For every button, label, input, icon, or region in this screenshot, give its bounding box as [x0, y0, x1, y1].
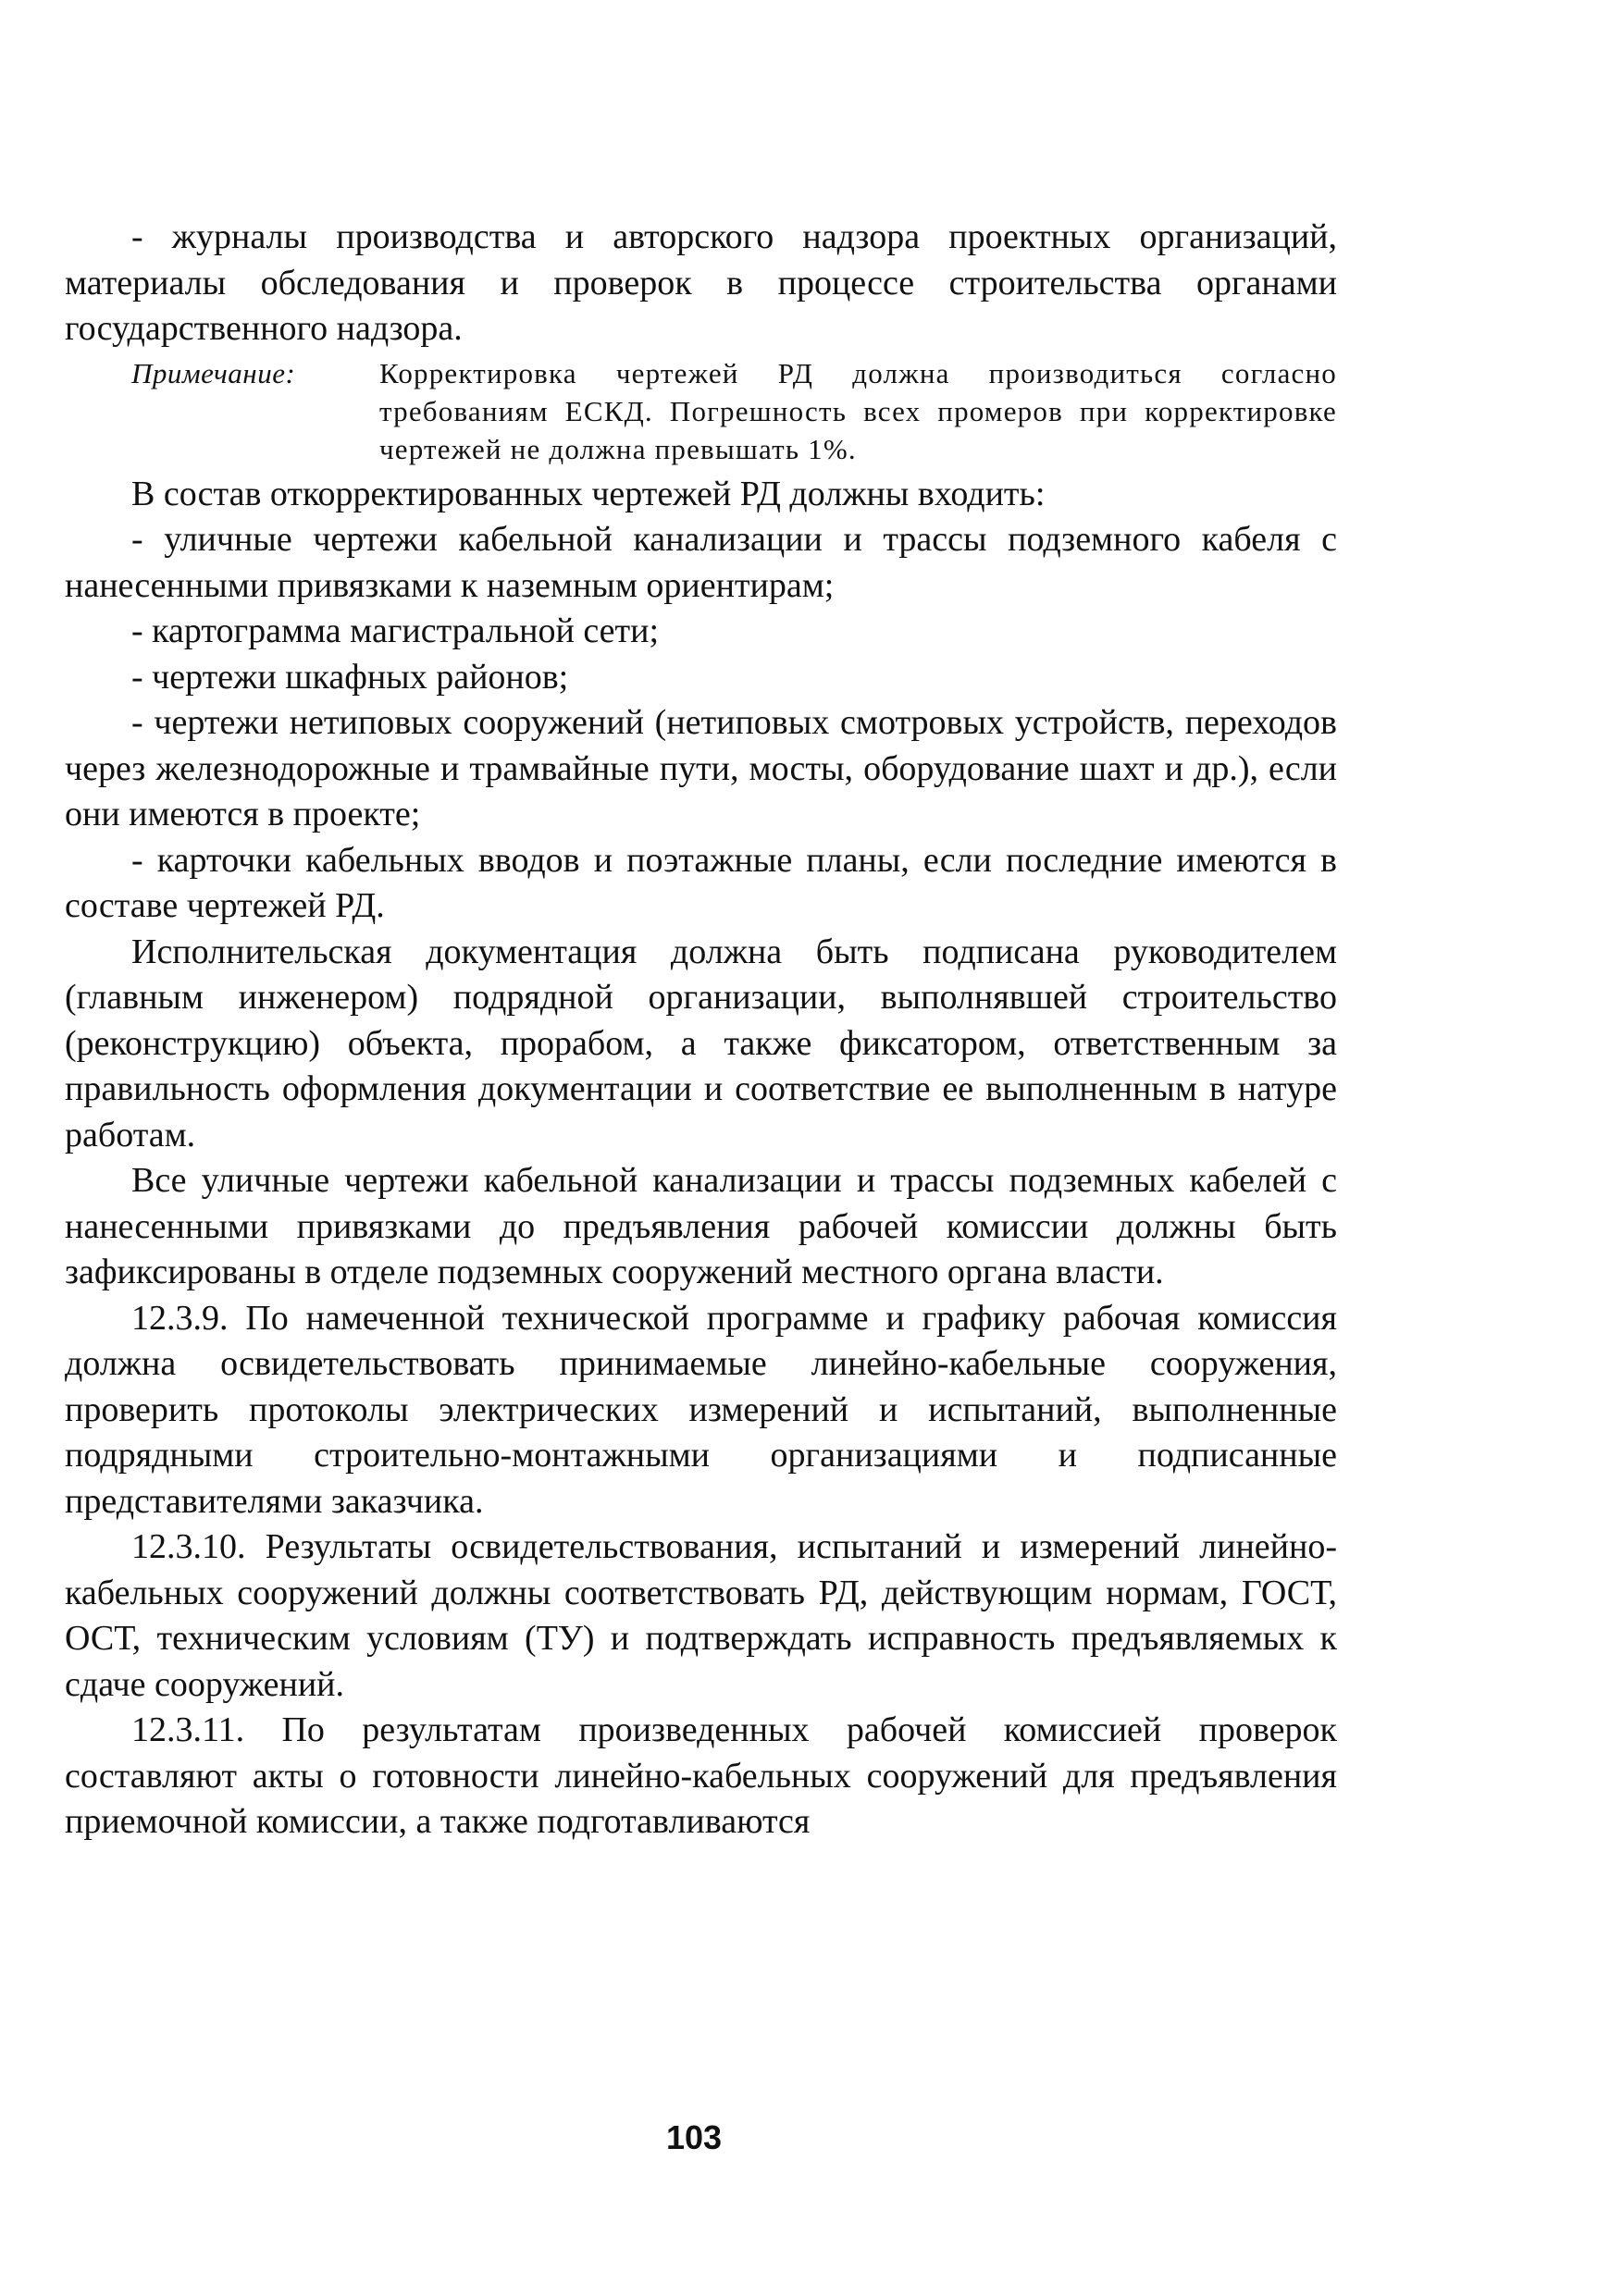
paragraph-12-3-10: 12.3.10. Результаты освидетельствования, испытаний и измерений линейно-кабельных сооружений должны соответствовать РД, действующим нормам, ГОСТ, ОСТ, техническим условиям (ТУ) и подтверждать исправность предъявляемых к сдаче сооружений. — [65, 1527, 1337, 1704]
paragraph-12-3-9: 12.3.9. По намеченной технической программе и графику рабочая комиссия должна освидетельствовать принимаемые линейно-кабельные сооружения, проверить протоколы электрических измерений и испытаний, выполненные подрядными строительно-монтажными организациями и подписанные представителями заказчика. — [65, 1298, 1337, 1521]
page-number: 103 — [665, 2118, 723, 2156]
note-label: Примечание: — [131, 356, 296, 389]
paragraph-composition: В состав откорректированных чертежей РД должны входить: — [131, 474, 1046, 513]
list-item-cartogram: - картограмма магистральной сети; — [131, 611, 660, 650]
list-item-cable-entries: - карточки кабельных вводов и поэтажные планы, если последние имеются в составе чертежей РД. — [65, 840, 1337, 925]
body-text — [65, 215, 1337, 1845]
paragraph-journals: - журналы производства и авторского надзора проектных организаций, материалы обследования и проверок в процессе строительства органами государственного надзора. — [65, 217, 1337, 348]
list-item-street-drawings: - уличные чертежи кабельной канализации и трассы подземного кабеля с нанесенными привязками к наземным ориентирам; — [65, 520, 1337, 605]
list-item-nonstandard-structures: - чертежи нетиповых сооружений (нетиповых смотровых устройств, переходов через железнодорожные и трамвайные пути, мосты, оборудование шахт и др.), если они имеются в проекте; — [65, 703, 1337, 833]
paragraph-street-drawings-fixation: Все уличные чертежи кабельной канализации и трассы подземных кабелей с нанесенными привязками до предъявления рабочей комиссии должны быть зафиксированы в отделе подземных сооружений местного органа власти. — [65, 1161, 1337, 1291]
list-item-cabinet-districts: - чертежи шкафных районов; — [131, 657, 569, 697]
note-block — [65, 354, 1337, 468]
note-text: Корректировка чертежей РД должна производиться согласно требованиям ЕСКД. Погрешность всех промеров при корректировке чертежей не должна превышать 1%. — [379, 356, 1337, 465]
paragraph-executive-documentation: Исполнительская документация должна быть подписана руководителем (главным инженером) подрядной организации, выполнявшей строительство (реконструкцию) объекта, прорабом, а также фиксатором, ответственным за правильность оформления документации и соответствие ее выполненным в натуре работам. — [65, 932, 1337, 1154]
paragraph-12-3-11: 12.3.11. По результатам произведенных рабочей комиссией проверок составляют акты о готовности линейно-кабельных сооружений для предъявления приемочной комиссии, а также подготавливаются — [65, 1710, 1337, 1841]
